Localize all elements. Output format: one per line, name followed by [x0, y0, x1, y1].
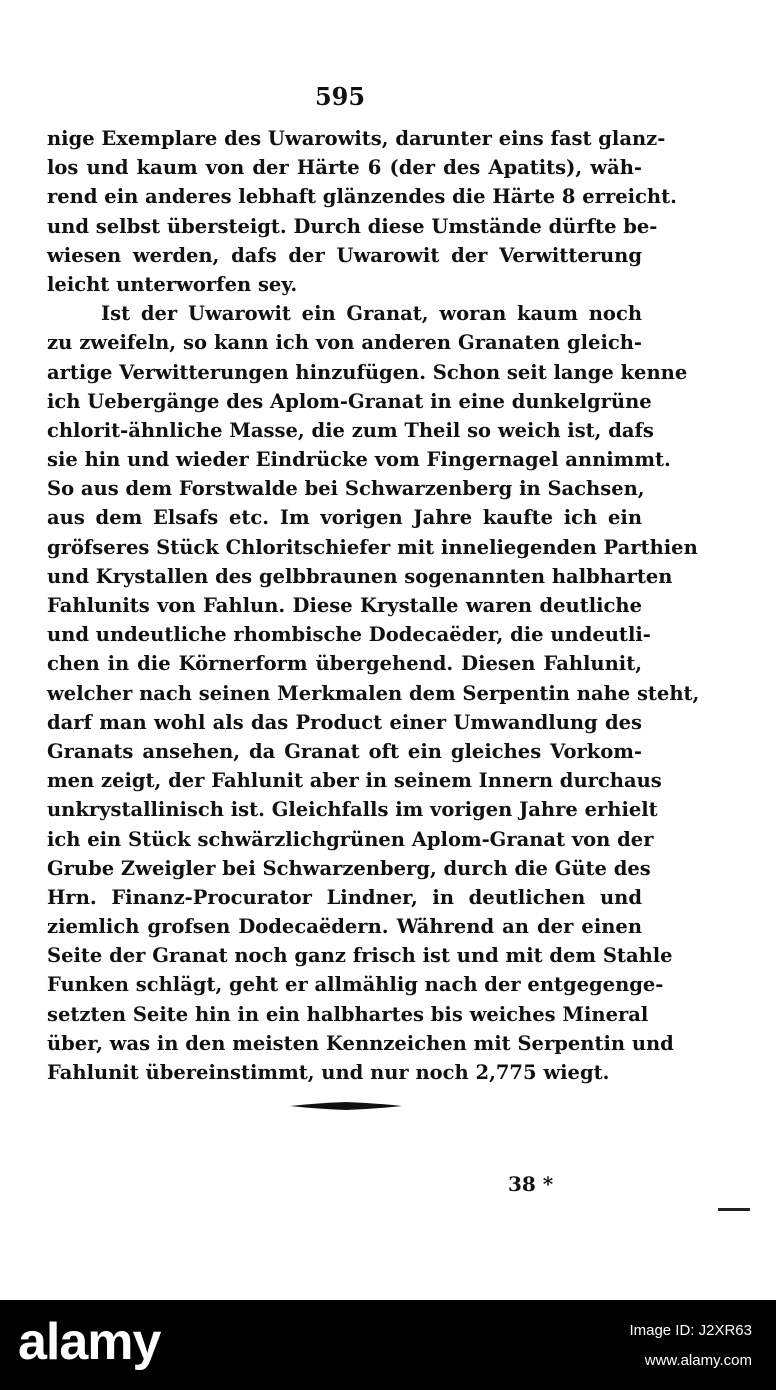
text-line: leicht unterworfen sey.: [47, 272, 298, 296]
text-line: sie hin und wieder Eindrücke vom Fingernagel annimmt.: [47, 448, 671, 472]
paragraph-start-line: Ist der Uwarowit ein Granat, woran kaum noch: [101, 302, 642, 326]
text-line: chen in die Körnerform übergehend. Diesen Fahlunit,: [47, 652, 642, 676]
text-line: gröfseres Stück Chloritschiefer mit inneliegenden Parthien: [47, 535, 698, 559]
text-line: setzten Seite hin in ein halbhartes bis weiches Mineral: [47, 1002, 649, 1026]
text-line: ich ein Stück schwärzlichgrünen Aplom-Granat von der: [47, 827, 654, 851]
text-line: Hrn. Finanz-Procurator Lindner, in deutlichen und: [47, 885, 642, 909]
text-line: darf man wohl als das Product einer Umwandlung des: [47, 710, 642, 734]
text-line: So aus dem Forstwalde bei Schwarzenberg in Sachsen,: [47, 477, 645, 501]
text-line: Fahlunits von Fahlun. Diese Krystalle waren deutliche: [47, 594, 642, 617]
text-line: Seite der Granat noch ganz frisch ist und mit dem Stahle: [47, 944, 673, 968]
edge-dash: [718, 1208, 750, 1211]
text-line: aus dem Elsafs etc. Im vorigen Jahre kaufte ich ein: [47, 506, 642, 530]
text-line: zu zweifeln, so kann ich von anderen Granaten gleich-: [47, 331, 642, 355]
text-line: Funken schlägt, geht er allmählig nach der entgegenge-: [47, 973, 664, 997]
body-text: [47, 124, 700, 1087]
text-line: rend ein anderes lebhaft glänzendes die Härte 8 erreicht.: [47, 185, 677, 209]
text-line: Grube Zweigler bei Schwarzenberg, durch die Güte des: [47, 856, 651, 880]
text-line: unkrystallinisch ist. Gleichfalls im vorigen Jahre erhielt: [47, 798, 658, 822]
image-id-label: Image ID: J2XR63: [629, 1322, 752, 1339]
text-line: nige Exemplare des Uwarowits, darunter eins fast glanz-: [47, 127, 666, 150]
text-line: welcher nach seinen Merkmalen dem Serpentin nahe steht,: [47, 681, 700, 705]
signature-mark: 38 *: [508, 1172, 554, 1196]
text-line: Granats ansehen, da Granat oft ein gleiches Vorkom-: [47, 739, 642, 763]
text-line: ich Uebergänge des Aplom-Granat in eine dunkelgrüne: [47, 389, 652, 413]
text-line: und selbst übersteigt. Durch diese Umstände dürfte be-: [47, 214, 658, 238]
text-line: men zeigt, der Fahlunit aber in seinem Innern durchaus: [47, 769, 662, 793]
text-line: wiesen werden, dafs der Uwarowit der Verwitterung: [47, 243, 642, 267]
text-line: los und kaum von der Härte 6 (der des Apatits), wäh-: [47, 156, 642, 180]
text-line: über, was in den meisten Kennzeichen mit Serpentin und: [47, 1031, 674, 1055]
page-number: 595: [314, 82, 366, 111]
text-line: chlorit-ähnliche Masse, die zum Theil so weich ist, dafs: [47, 418, 654, 442]
text-line: und undeutliche rhombische Dodecaëder, die undeutli-: [47, 623, 651, 647]
text-line: artige Verwitterungen hinzufügen. Schon seit lange kenne: [47, 360, 688, 384]
brand-logo: alamy: [18, 1313, 161, 1371]
text-line: ziemlich grofsen Dodecaëdern. Während an der einen: [47, 915, 642, 939]
text-line: und Krystallen des gelbbraunen sogenannten halbharten: [47, 564, 673, 588]
site-url: www.alamy.com: [644, 1352, 752, 1369]
text-line: Fahlunit übereinstimmt, und nur noch 2,775 wiegt.: [47, 1061, 610, 1084]
watermark-banner: [0, 1300, 776, 1390]
ornamental-rule-icon: [290, 1101, 402, 1111]
